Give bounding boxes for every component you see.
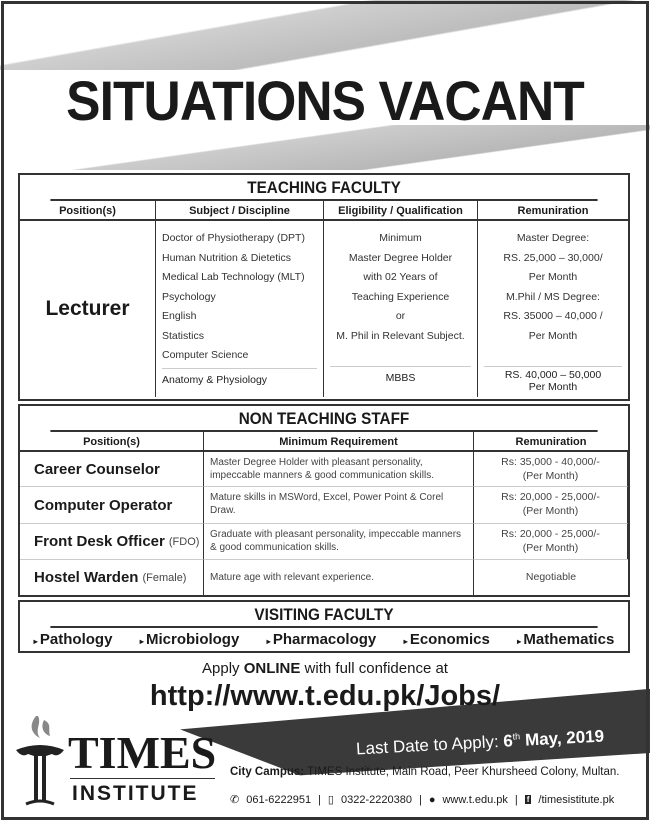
visiting-item: ▸ Pathology	[33, 631, 113, 648]
eligibility-line: M. Phil in Relevant Subject.	[336, 329, 465, 342]
section-title: NON TEACHING STAFF	[50, 406, 597, 432]
subject: Statistics	[162, 329, 205, 342]
globe-icon: ●	[428, 793, 436, 806]
section-title: VISITING FACULTY	[50, 602, 597, 628]
ad-border	[1, 1, 649, 820]
website-link[interactable]: www.t.edu.pk	[442, 793, 508, 806]
position-lecturer: Lecturer	[20, 221, 156, 397]
subject: Doctor of Physiotherapy (DPT)	[162, 232, 305, 244]
table-row-position: Computer Operator	[20, 486, 204, 523]
apply-url-link[interactable]: http://www.t.edu.pk/Jobs/	[149, 680, 501, 712]
eligibility-line: Master Degree Holder	[348, 251, 453, 264]
col-header: Minimum Requirement	[204, 432, 474, 452]
table-row-position: Career Counselor	[20, 452, 204, 486]
campus-address: City Campus: TIMES Institute, Main Road, Peer Khursheed Colony, Multan.	[230, 766, 620, 778]
eligibility-line: MBBS	[385, 372, 416, 384]
table-row-position: Front Desk Officer (FDO)	[20, 523, 204, 559]
eligibility-line: Minimum	[379, 232, 422, 244]
requirement: Graduate with pleasant personality, impeccable manners & good communication skills.	[204, 523, 474, 559]
subject: Human Nutrition & Dietetics	[162, 251, 291, 264]
eligibility-line: Teaching Experience	[351, 290, 450, 303]
mobile-icon: ▯	[327, 794, 334, 806]
remuneration-line: RS. 35000 – 40,000 /	[503, 310, 603, 322]
remuneration-line: RS. 40,000 – 50,000	[504, 369, 602, 381]
eligibility-line: or	[395, 310, 406, 322]
phone-icon: ✆	[230, 794, 240, 806]
col-header: Position(s)	[20, 201, 156, 221]
remuneration-line: Per Month	[528, 329, 578, 342]
remuneration-line: RS. 25,000 – 30,000/	[503, 251, 603, 264]
subject: English	[162, 310, 197, 322]
remuneration-line: Per Month	[528, 271, 578, 283]
pay: Rs: 20,000 - 25,000/- (Per Month)	[474, 486, 628, 523]
subject: Medical Lab Technology (MLT)	[162, 271, 305, 283]
col-header: Subject / Discipline	[156, 201, 324, 221]
requirement: Mature skills in MSWord, Excel, Power Point & Corel Draw.	[204, 486, 474, 523]
visiting-item: ▸ Mathematics	[517, 631, 615, 648]
phone-number: 061-6222951	[246, 793, 312, 806]
requirement: Master Degree Holder with pleasant personality, impeccable manners & good communication skills.	[204, 452, 474, 486]
facebook-icon: f	[526, 795, 530, 804]
mobile-number: 0322-2220380	[340, 793, 412, 806]
eligibility-line: with 02 Years of	[363, 271, 438, 283]
col-header: Remuniration	[474, 432, 628, 452]
page-title: SITUATIONS VACANT	[66, 69, 584, 132]
facebook-link[interactable]: /timesistitute.pk	[538, 793, 615, 806]
requirement: Mature age with relevant experience.	[204, 559, 474, 595]
section-title: TEACHING FACULTY	[50, 175, 597, 201]
pay: Negotiable	[474, 559, 628, 595]
times-institute-logo: TIMES INSTITUTE	[10, 712, 215, 812]
visiting-item: ▸ Pharmacology	[266, 631, 377, 648]
contact-bar: ✆ 061-6222951 | ▯ 0322-2220380 | ● www.t.edu.pk | f /timesistitute.pk	[230, 793, 615, 806]
visiting-item: ▸ Economics	[403, 631, 490, 648]
col-header: Eligibility / Qualification	[324, 201, 478, 221]
subject: Anatomy & Physiology	[162, 373, 268, 386]
apply-text: Apply ONLINE with full confidence at	[202, 660, 448, 677]
pay: Rs: 35,000 - 40,000/- (Per Month)	[474, 452, 628, 486]
visiting-item: ▸ Microbiology	[139, 631, 240, 648]
remuneration-line: M.Phil / MS Degree:	[506, 290, 600, 303]
pay: Rs: 20,000 - 25,000/- (Per Month)	[474, 523, 628, 559]
remuneration-line: Per Month	[528, 381, 578, 393]
subject: Psychology	[162, 290, 216, 303]
subject: Computer Science	[162, 349, 249, 361]
col-header: Remuniration	[478, 201, 628, 221]
table-row-position: Hostel Warden (Female)	[20, 559, 204, 595]
remuneration-line: Master Degree:	[516, 232, 590, 244]
col-header: Position(s)	[20, 432, 204, 452]
deadline-text: Last Date to Apply: 6th May, 2019	[355, 726, 605, 759]
